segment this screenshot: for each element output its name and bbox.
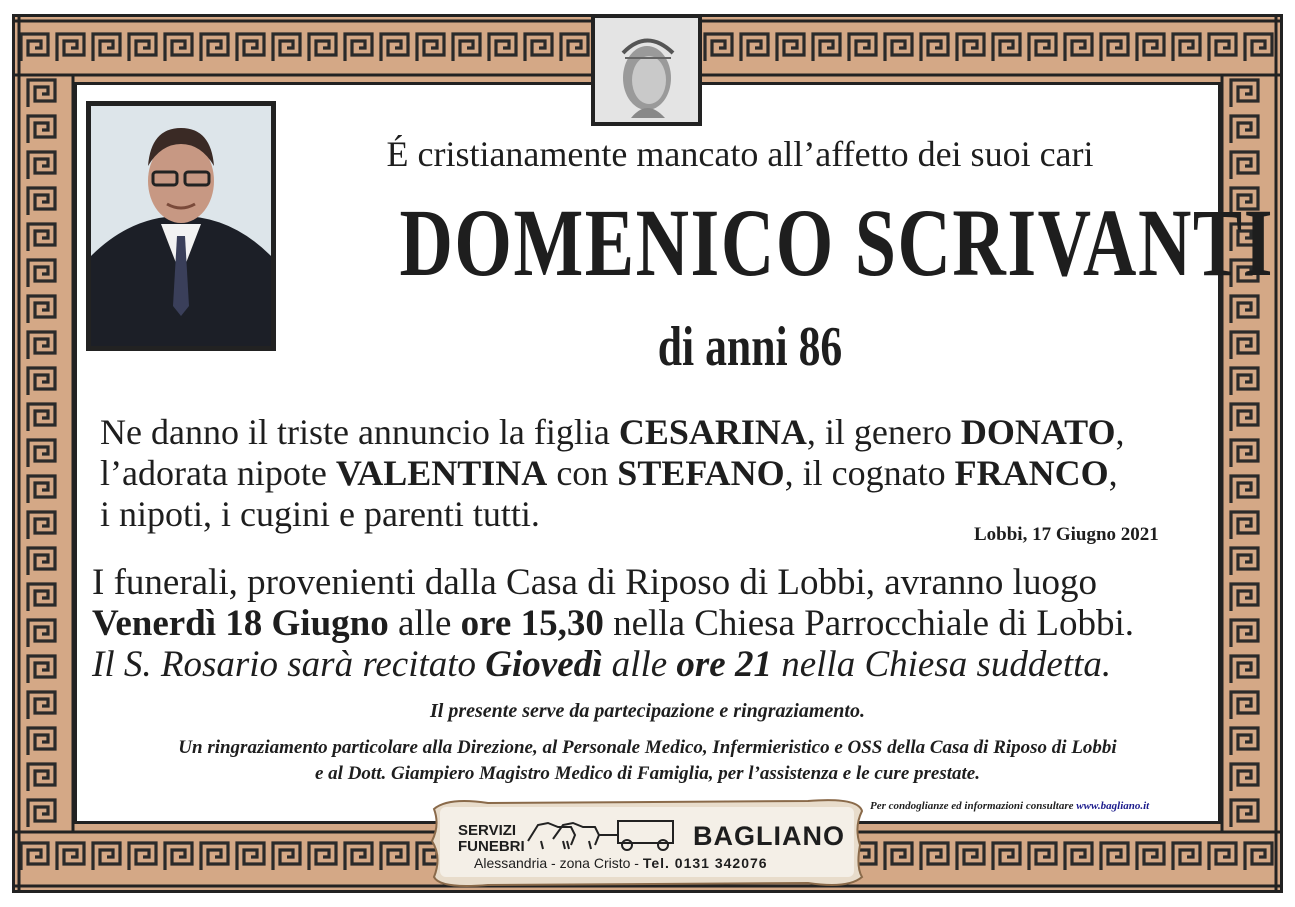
website-link[interactable]: www.bagliano.it: [1076, 800, 1150, 812]
thanks-line-1: Un ringraziamento particolare alla Direzione, al Personale Medico, Infermieristico e OSS della Casa di Riposo di Lobbi: [178, 737, 1117, 758]
announcement-line-2: l’adorata nipote VALENTINA con STEFANO, il cognato FRANCO,: [100, 453, 1118, 493]
rosary-line: Il S. Rosario sarà recitato Giovedì alle ore 21 nella Chiesa suddetta.: [92, 644, 1112, 685]
condolences-note: Per condoglianze ed informazioni consultare www.bagliano.it: [870, 800, 1150, 812]
portrait-photo: [86, 101, 276, 351]
thanks-line-2: e al Dott. Giampiero Magistro Medico di Famiglia, per l’assistenza e le cure prestate.: [315, 763, 980, 784]
funeral-line-2: Venerdì 18 Giugno alle ore 15,30 nella Chiesa Parrocchiale di Lobbi.: [92, 603, 1135, 644]
horse-carriage-icon: [523, 811, 683, 851]
funeral-home-address: Alessandria - zona Cristo - Tel. 0131 342076: [474, 855, 768, 871]
place-date: Lobbi, 17 Giugno 2021: [974, 524, 1159, 545]
deceased-name: DOMENICO SCRIVANTI: [399, 189, 1275, 296]
funeral-home-name: BAGLIANO: [693, 821, 845, 851]
announcement-line-3: i nipoti, i cugini e parenti tutti.: [100, 494, 540, 534]
funeral-line-1: I funerali, provenienti dalla Casa di Riposo di Lobbi, avranno luogo: [92, 562, 1097, 603]
age-text: di anni 86: [657, 316, 843, 378]
christ-image: [591, 14, 702, 126]
heading-line: É cristianamente mancato all’affetto dei suoi cari: [386, 134, 1094, 174]
announcement-line-1: Ne danno il triste annuncio la figlia CESARINA, il genero DONATO,: [100, 412, 1125, 452]
funeral-home-logo: [428, 797, 866, 887]
logo-label: SERVIZI FUNEBRI: [458, 822, 525, 855]
participation-note: Il presente serve da partecipazione e ringraziamento.: [430, 700, 865, 722]
